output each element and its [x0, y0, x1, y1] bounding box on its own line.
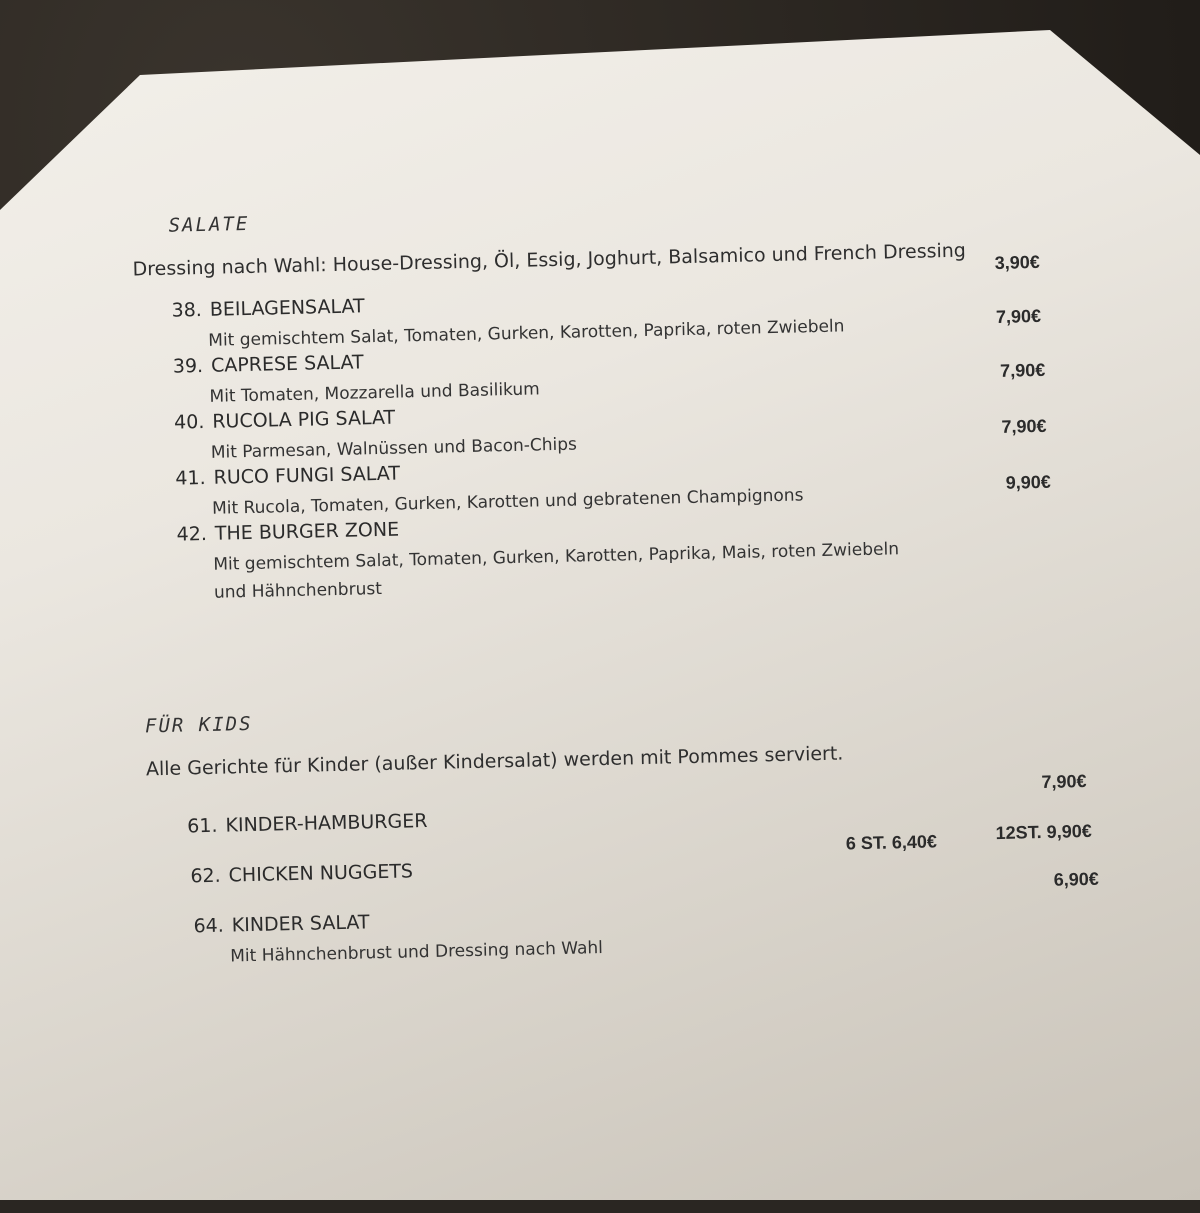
- item-price: 9,90€: [1005, 471, 1051, 493]
- item-number: 61.: [187, 814, 218, 838]
- item-price: 6,90€: [1053, 868, 1099, 890]
- item-number: 42.: [176, 522, 208, 546]
- item-price: 3,90€: [994, 251, 1040, 273]
- item-description: Mit gemischtem Salat, Tomaten, Gurken, Karotten, Paprika, Mais, roten Zwiebeln: [213, 539, 900, 575]
- menu-item: [171, 284, 844, 355]
- item-name: KINDER SALAT: [231, 911, 370, 937]
- item-description: Mit Parmesan, Walnüssen und Bacon-Chips: [210, 434, 578, 463]
- item-number: 41.: [175, 466, 206, 490]
- item-number: 39.: [172, 354, 204, 378]
- menu-item: [190, 860, 413, 887]
- item-description: Mit Hähnchenbrust und Dressing nach Wahl: [230, 938, 604, 967]
- menu-item: [187, 810, 428, 837]
- item-name: RUCO FUNGI SALAT: [213, 462, 401, 489]
- item-number: 64.: [193, 914, 225, 938]
- salate-heading: SALATE: [168, 212, 250, 237]
- item-price: 7,90€: [999, 359, 1046, 381]
- item-name: RUCOLA PIG SALAT: [212, 406, 396, 433]
- item-price-small: 6 ST. 6,40€: [845, 831, 938, 854]
- kids-heading: FÜR KIDS: [144, 712, 253, 738]
- item-description: Mit gemischtem Salat, Tomaten, Gurken, Karotten, Paprika, roten Zwiebeln: [208, 316, 845, 351]
- item-name: CAPRESE SALAT: [210, 351, 364, 377]
- item-price: 7,90€: [1001, 415, 1047, 437]
- item-description-continued: und Hähnchenbrust: [213, 578, 383, 603]
- item-name: THE BURGER ZONE: [214, 518, 400, 545]
- item-number: 38.: [171, 298, 203, 322]
- item-number: 40.: [173, 410, 205, 434]
- item-price: 7,90€: [995, 305, 1042, 327]
- menu-item: [173, 347, 540, 411]
- menu-item: [193, 906, 603, 971]
- item-number: 62.: [190, 864, 221, 888]
- item-name: BEILAGENSALAT: [209, 295, 365, 321]
- menu-item: [174, 403, 577, 468]
- item-description: Mit Tomaten, Mozzarella und Basilikum: [209, 379, 540, 407]
- item-price: 12ST. 9,90€: [995, 820, 1092, 844]
- item-name: KINDER-HAMBURGER: [225, 810, 428, 837]
- item-description: Mit Rucola, Tomaten, Gurken, Karotten und gebratenen Champignons: [211, 485, 804, 519]
- kids-intro: Alle Gerichte für Kinder (außer Kindersalat) werden mit Pommes serviert.: [145, 742, 844, 781]
- item-price: 7,90€: [1041, 771, 1087, 793]
- item-name: CHICKEN NUGGETS: [228, 860, 414, 887]
- menu-item: [176, 507, 900, 607]
- salate-intro: Dressing nach Wahl: House-Dressing, Öl, Essig, Joghurt, Balsamico und French Dressing: [132, 239, 967, 281]
